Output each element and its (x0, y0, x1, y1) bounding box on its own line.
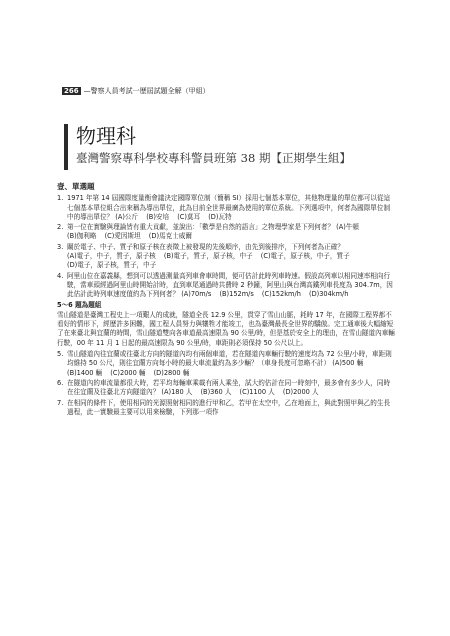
answer-option: (D)304km/h (309, 290, 349, 299)
question-body (67, 399, 395, 418)
question-body (67, 379, 395, 398)
reading-passage: 雪山隧道是臺灣工程史上一項艱人的成就，隧道全長 12.9 公里，貫穿了雪山山脈，耗時 17 年，在國際工程界都不看好的情形下，經歷許多困難，國工程人員努力與犧牲才能竣工，也為臺灣最長全世界的驕傲。完工通車後大幅縮短了在來臺北與宜蘭的時間，雪山隧道雙向各車道最高速限為 90 公里/時，但是基於安全上的理由，在雪山隧道內車輛行駛，00 年 11 月 1 日起的最高速限為 90 公里/時，車距則必須保持 50 公尺以上。 (57, 310, 395, 347)
answer-option: (C)愛因斯坦 (104, 232, 141, 241)
answer-option: (B)360 人 (200, 388, 232, 397)
question-text: 阿里山位在嘉義縣，想到可以透過測量高列車會車時間，便可估計此時列車時速。假設高列車以相同速率相向行駛，當車頭經過阿里山時開始計時，直到車尾通過時共費時 2 秒鐘，阿里山與台灣高鐵列車長度為 304.7m，因此估計此時列車速度值約為下列何者？ (67, 271, 393, 299)
chapter-subtitle: 臺灣警察專科學校專科警員班第 38 期【正期學生組】 (76, 151, 351, 165)
question-text: 在相同的條件下，使用相同的光源照射相同的進行甲和乙，若甲在太空中，乙在地面上，與此對照甲與乙的生長過程，此一實驗最主要可以用來檢驗，下列那一項作 (67, 398, 391, 416)
question-item (57, 223, 395, 242)
question-item (57, 243, 395, 271)
answer-option: (D)瓦特 (208, 212, 232, 221)
question-text: 第一位在實驗與理論皆有重大貢獻，並說出：「數學是自然的語言」之物理學家是下列何者？ (67, 223, 335, 232)
answer-option: (A)180 人 (161, 388, 193, 397)
answer-option: (D)2000 人 (282, 388, 319, 397)
page-content (57, 182, 395, 418)
answer-option: (C)莫耳 (177, 212, 201, 221)
answer-option: (B)152m/s (219, 290, 254, 299)
question-body (67, 243, 395, 271)
answer-option: (B)安培 (146, 212, 170, 221)
question-item (57, 272, 395, 300)
question-item (57, 399, 395, 418)
section-heading: 壹、單選題 (57, 182, 95, 191)
question-list (57, 194, 395, 299)
running-header (62, 86, 402, 96)
question-number: 3. (57, 242, 64, 251)
title-accent-bar (64, 124, 68, 170)
page-number: 266 (64, 87, 79, 95)
answer-option: (A)70m/s (181, 290, 212, 299)
question-body (67, 223, 395, 242)
question-body (67, 272, 395, 300)
answer-option: (D)馬克士威爾 (148, 232, 192, 241)
question-text: 雪山隧道內往宜蘭或往臺北方向的隧道內均有兩個車道，若在隧道內車輛行駛的速度均為 72 公里/小時，車距則均維持 50 公尺，則往宜蘭方向每小時的最大車流量約為多少輛？（車身長度可忽略不計） (67, 350, 392, 368)
question-body (67, 350, 395, 378)
answer-option: (B)伽利略 (67, 232, 97, 241)
answer-option: (A)牛頓 (336, 223, 359, 232)
answer-option: (C)1100 人 (239, 388, 275, 397)
question-list-2 (57, 350, 395, 417)
answer-option: (A)公斤 (115, 212, 139, 221)
question-text: 在隧道內的車流量都很大時，若平均每輛車乘載有兩人乘坐，試大約估計在同一時刻中，最多會有多少人，同時在往宜蘭及往臺北方向隧道內？ (67, 378, 391, 397)
question-body (67, 194, 395, 222)
running-title: —警察人員考試一歷屆試題全解（甲組） (83, 87, 210, 95)
question-number: 2. (57, 223, 64, 232)
answer-option: (C)電子，原子核，中子，質子 (260, 252, 350, 261)
answer-option: (D)2800 輛 (153, 368, 190, 377)
question-number: 5. (57, 350, 64, 359)
answer-option: (C)2000 輛 (110, 368, 146, 377)
question-item (57, 379, 395, 398)
answer-option: (D)電子，原子核，質子，中子 (67, 261, 157, 270)
question-number: 4. (57, 271, 64, 280)
question-text: 1971 年第 14 屆國際度量衡會議決定國際單位制（簡稱 SI）採用七個基本單位，其他物理量的單位都可以從這七個基本單位組合出來稱為導出單位，此為目前全世界最廣為使用的單位系統。下列選項中，何者為國際單位制中的導出單位？ (67, 194, 391, 221)
question-number: 7. (57, 398, 64, 407)
answer-option: (A)500 輛 (332, 359, 364, 368)
question-text: 關於電子、中子、質子和原子核在表徵上被發現的先後順序，由先到後排序，下列何者為正確？ (67, 242, 344, 251)
answer-option: (A)電子，中子，質子，原子核 (67, 252, 156, 261)
chapter-title-block (64, 124, 351, 170)
question-item (57, 194, 395, 222)
answer-option: (C)152km/h (261, 290, 301, 299)
question-number: 1. (57, 194, 64, 203)
answer-option: (B)電子，質子，原子核，中子 (163, 252, 253, 261)
group-label: 5～6 題為題組 (57, 300, 102, 309)
answer-option: (B)1400 輛 (67, 368, 103, 377)
question-number: 6. (57, 378, 64, 387)
question-item (57, 350, 395, 378)
chapter-title: 物理科 (76, 124, 136, 148)
